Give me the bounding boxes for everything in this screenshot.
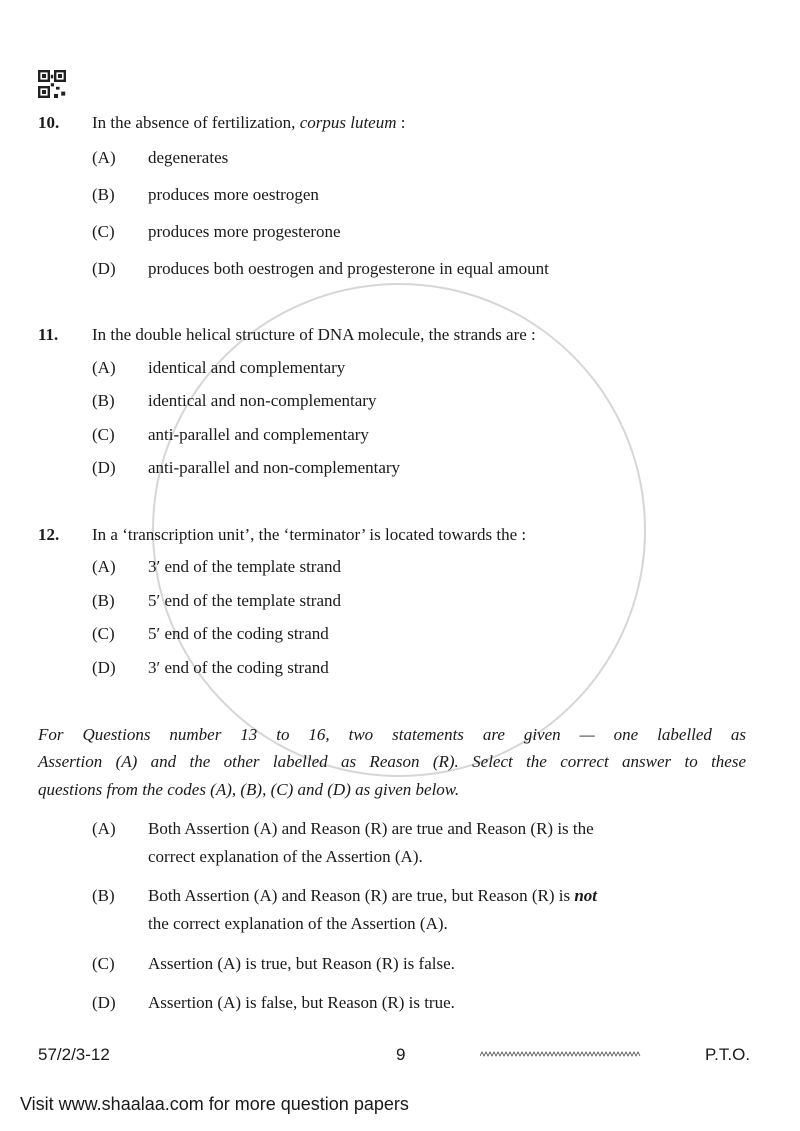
option-label: (B) bbox=[92, 591, 115, 610]
question-number: 11. bbox=[38, 325, 59, 344]
option-label: (C) bbox=[92, 624, 115, 643]
option-text: 3′ end of the coding strand bbox=[148, 658, 329, 677]
option-text: degenerates bbox=[148, 148, 229, 167]
pto-label: P.T.O. bbox=[705, 1045, 751, 1064]
option-text: 5′ end of the coding strand bbox=[148, 624, 329, 643]
option-text: anti-parallel and complementary bbox=[148, 425, 369, 444]
option-label: (D) bbox=[92, 658, 116, 677]
option-text: identical and non-complementary bbox=[148, 391, 377, 410]
option-text: anti-parallel and non-complementary bbox=[148, 458, 401, 477]
instruction-line: questions from the codes (A), (B), (C) and (D) as given below. bbox=[38, 780, 460, 799]
option-label: (C) bbox=[92, 425, 115, 444]
code-text bbox=[148, 885, 597, 907]
option-label: (B) bbox=[92, 185, 115, 204]
instruction-line: Assertion (A) and the other labelled as Reason (R). Select the correct answer to these bbox=[38, 752, 746, 771]
option-label: (C) bbox=[92, 222, 115, 241]
question-stem bbox=[92, 112, 405, 134]
code-text: correct explanation of the Assertion (A). bbox=[148, 847, 423, 866]
visit-link-text[interactable]: Visit www.shaalaa.com for more question papers bbox=[20, 1094, 409, 1114]
question-number: 12. bbox=[38, 525, 60, 544]
paper-code: 57/2/3-12 bbox=[38, 1045, 110, 1064]
code-text: Both Assertion (A) and Reason (R) are true and Reason (R) is the bbox=[148, 819, 594, 838]
code-text: the correct explanation of the Assertion (A). bbox=[148, 914, 448, 933]
stem-text: : bbox=[396, 113, 406, 132]
option-text: identical and complementary bbox=[148, 358, 346, 377]
option-text: produces more progesterone bbox=[148, 222, 341, 241]
option-text: produces more oestrogen bbox=[148, 185, 319, 204]
qr-code-icon bbox=[38, 70, 66, 98]
question-number: 10. bbox=[38, 113, 60, 132]
code-label: (C) bbox=[92, 954, 115, 973]
page-number: 9 bbox=[396, 1045, 406, 1064]
code-label: (D) bbox=[92, 993, 116, 1012]
wavy-line-icon bbox=[480, 1050, 642, 1058]
instruction-line: For Questions number 13 to 16, two statements are given — one labelled as bbox=[38, 725, 746, 744]
option-label: (A) bbox=[92, 148, 116, 167]
stem-italic: corpus luteum bbox=[299, 113, 397, 132]
option-text: 3′ end of the template strand bbox=[148, 557, 342, 576]
code-text: Assertion (A) is false, but Reason (R) is true. bbox=[148, 993, 455, 1012]
option-label: (D) bbox=[92, 458, 116, 477]
code-text-part: Both Assertion (A) and Reason (R) are true, but Reason (R) is bbox=[148, 886, 575, 905]
code-label: (A) bbox=[92, 819, 116, 838]
option-label: (A) bbox=[92, 557, 116, 576]
code-label: (B) bbox=[92, 886, 115, 905]
option-label: (A) bbox=[92, 358, 116, 377]
option-text: 5′ end of the template strand bbox=[148, 591, 342, 610]
option-label: (D) bbox=[92, 259, 116, 278]
stem-text: In the absence of fertilization, bbox=[92, 113, 300, 132]
question-stem: In the double helical structure of DNA molecule, the strands are : bbox=[92, 325, 536, 344]
code-text: Assertion (A) is true, but Reason (R) is false. bbox=[148, 954, 455, 973]
code-emphasis: not bbox=[574, 886, 598, 905]
option-label: (B) bbox=[92, 391, 115, 410]
option-text: produces both oestrogen and progesterone in equal amount bbox=[148, 259, 549, 278]
question-stem: In a ‘transcription unit’, the ‘terminator’ is located towards the : bbox=[92, 525, 527, 544]
